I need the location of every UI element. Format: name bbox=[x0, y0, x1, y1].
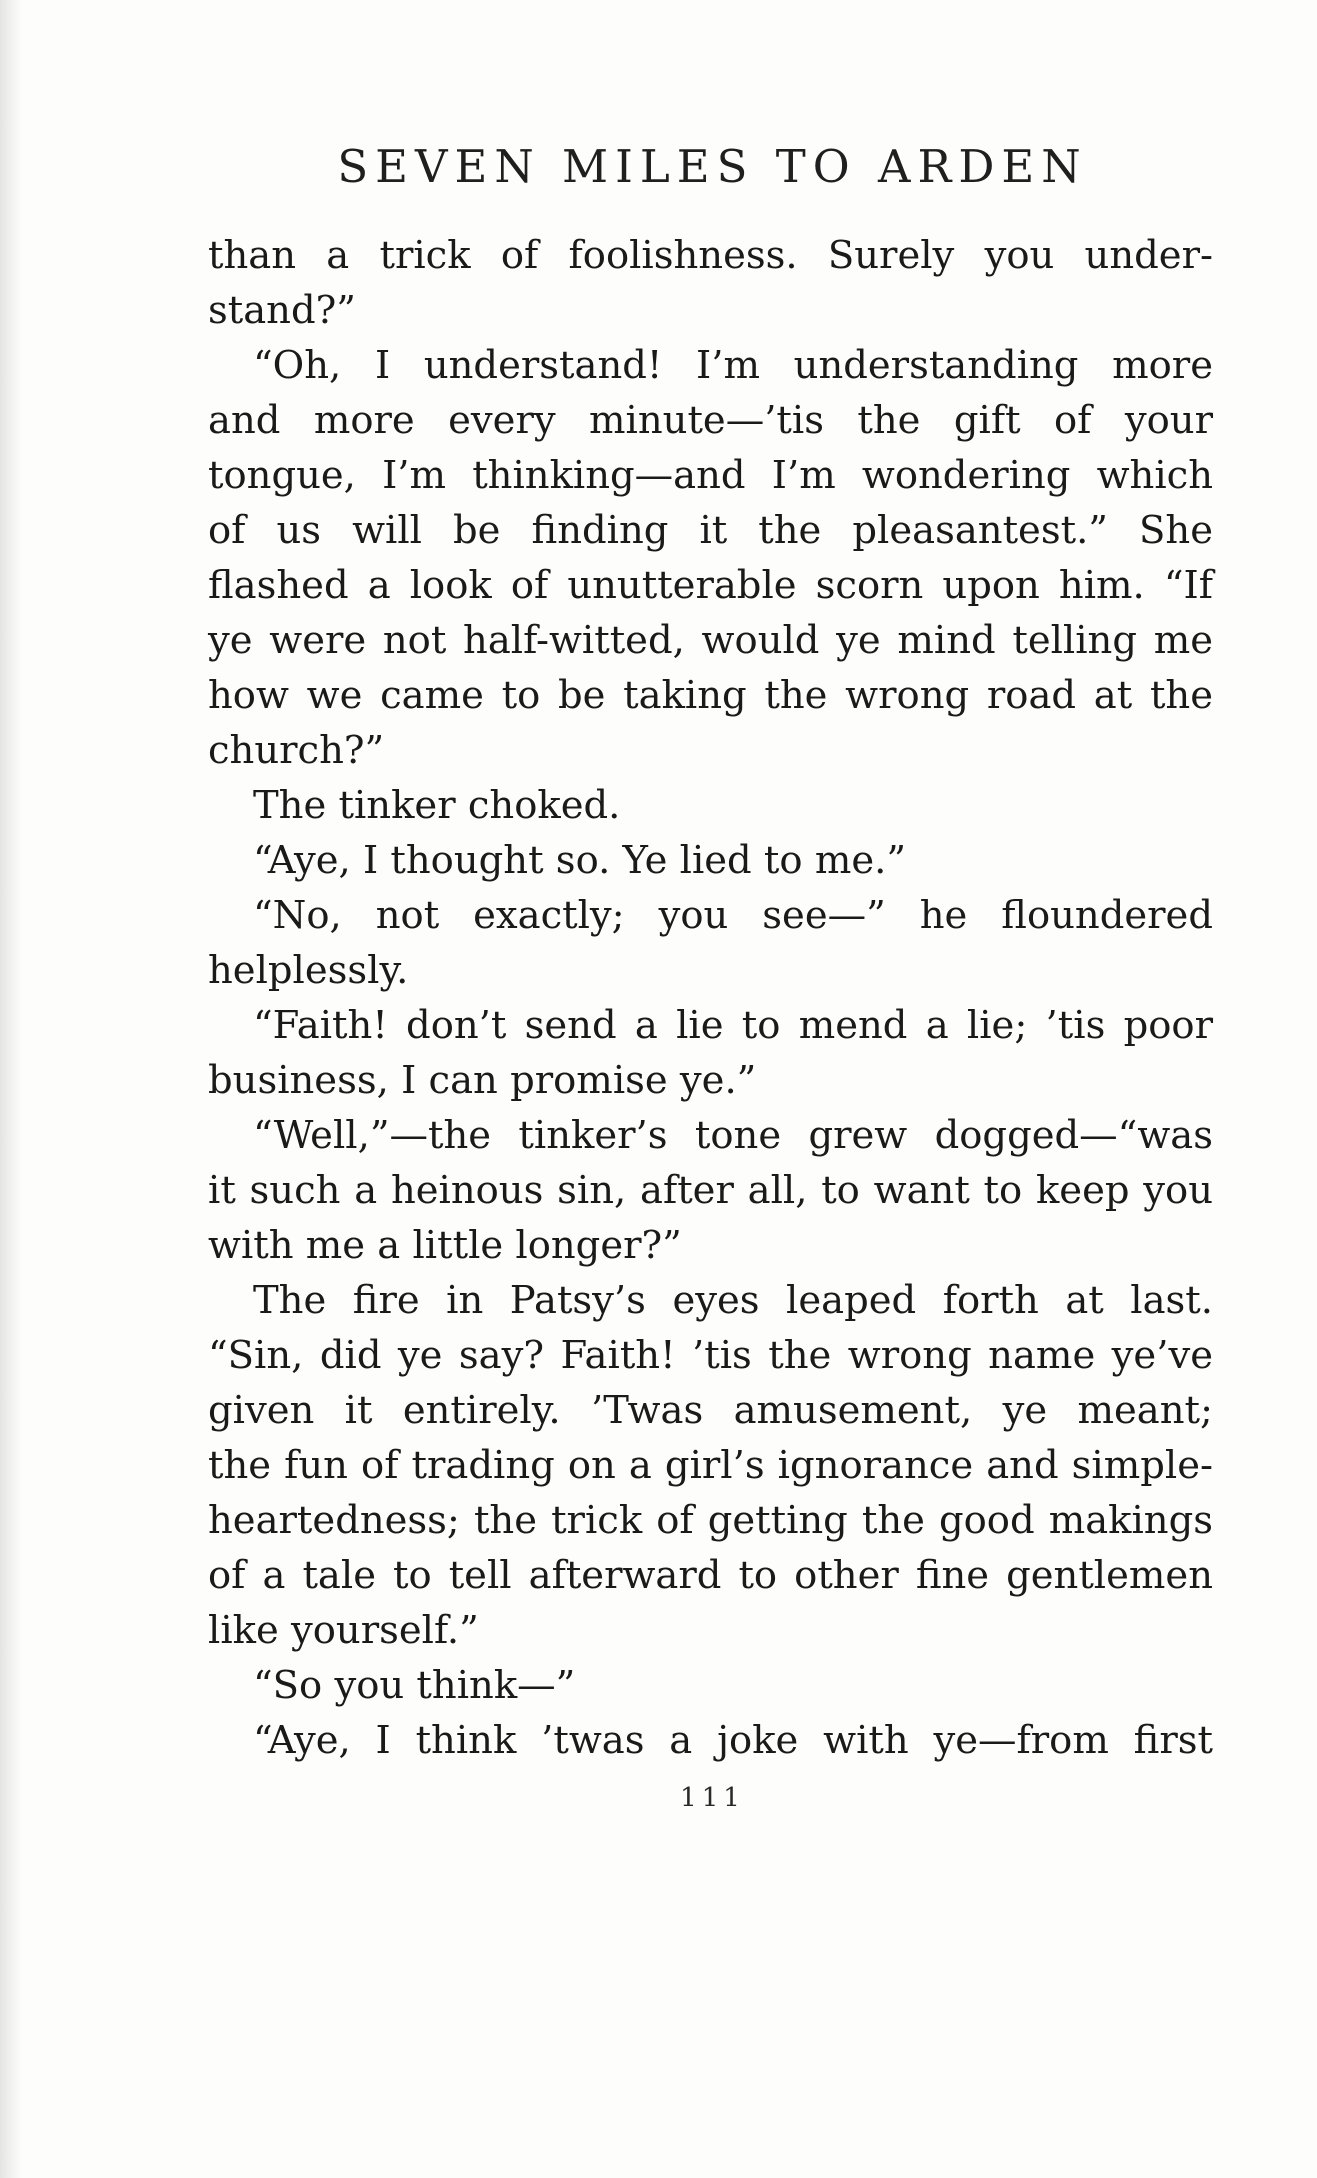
text-line: “Aye, I thought so. Ye lied to me.” bbox=[253, 838, 907, 883]
running-head: SEVEN MILES TO ARDEN bbox=[337, 140, 1088, 193]
text-line: with me a little longer?” bbox=[208, 1223, 682, 1268]
page-gutter-shadow bbox=[0, 0, 22, 2178]
text-line: how we came to be taking the wrong road at the bbox=[208, 673, 1213, 718]
text-line: tongue, I’m thinking—and I’m wondering which bbox=[208, 453, 1213, 498]
text-line: it such a heinous sin, after all, to want to keep you bbox=[208, 1168, 1213, 1213]
text-line: the fun of trading on a girl’s ignorance and simple- bbox=[208, 1443, 1213, 1488]
text-line: “Well,”—the tinker’s tone grew dogged—“was bbox=[253, 1113, 1213, 1158]
text-line: church?” bbox=[208, 728, 385, 773]
text-line: The fire in Patsy’s eyes leaped forth at last. bbox=[253, 1278, 1213, 1323]
text-line: “Oh, I understand! I’m understanding more bbox=[253, 343, 1213, 388]
text-line: “Aye, I think ’twas a joke with ye—from first bbox=[253, 1718, 1213, 1763]
text-line: flashed a look of unutterable scorn upon him. “If bbox=[208, 563, 1213, 608]
page-number: 111 bbox=[680, 1783, 745, 1813]
text-line: heartedness; the trick of getting the good makings bbox=[208, 1498, 1213, 1543]
body-text bbox=[208, 228, 1213, 1768]
text-line: helplessly. bbox=[208, 948, 409, 993]
text-line: and more every minute—’tis the gift of your bbox=[208, 398, 1213, 443]
text-line: “So you think—” bbox=[253, 1663, 576, 1708]
text-line: like yourself.” bbox=[208, 1608, 479, 1653]
text-line: “No, not exactly; you see—” he floundered bbox=[253, 893, 1213, 938]
text-line: stand?” bbox=[208, 288, 356, 333]
text-line: given it entirely. ’Twas amusement, ye meant; bbox=[208, 1388, 1213, 1433]
text-line: of a tale to tell afterward to other fine gentlemen bbox=[208, 1553, 1213, 1598]
text-line: than a trick of foolishness. Surely you under- bbox=[208, 233, 1213, 278]
text-line: “Faith! don’t send a lie to mend a lie; ’tis poor bbox=[253, 1003, 1213, 1048]
text-line: of us will be finding it the pleasantest.” She bbox=[208, 508, 1213, 553]
text-line: ye were not half-witted, would ye mind telling me bbox=[208, 618, 1213, 663]
text-line: The tinker choked. bbox=[253, 783, 621, 828]
text-line: “Sin, did ye say? Faith! ’tis the wrong name ye’ve bbox=[208, 1333, 1213, 1378]
text-line: business, I can promise ye.” bbox=[208, 1058, 757, 1103]
